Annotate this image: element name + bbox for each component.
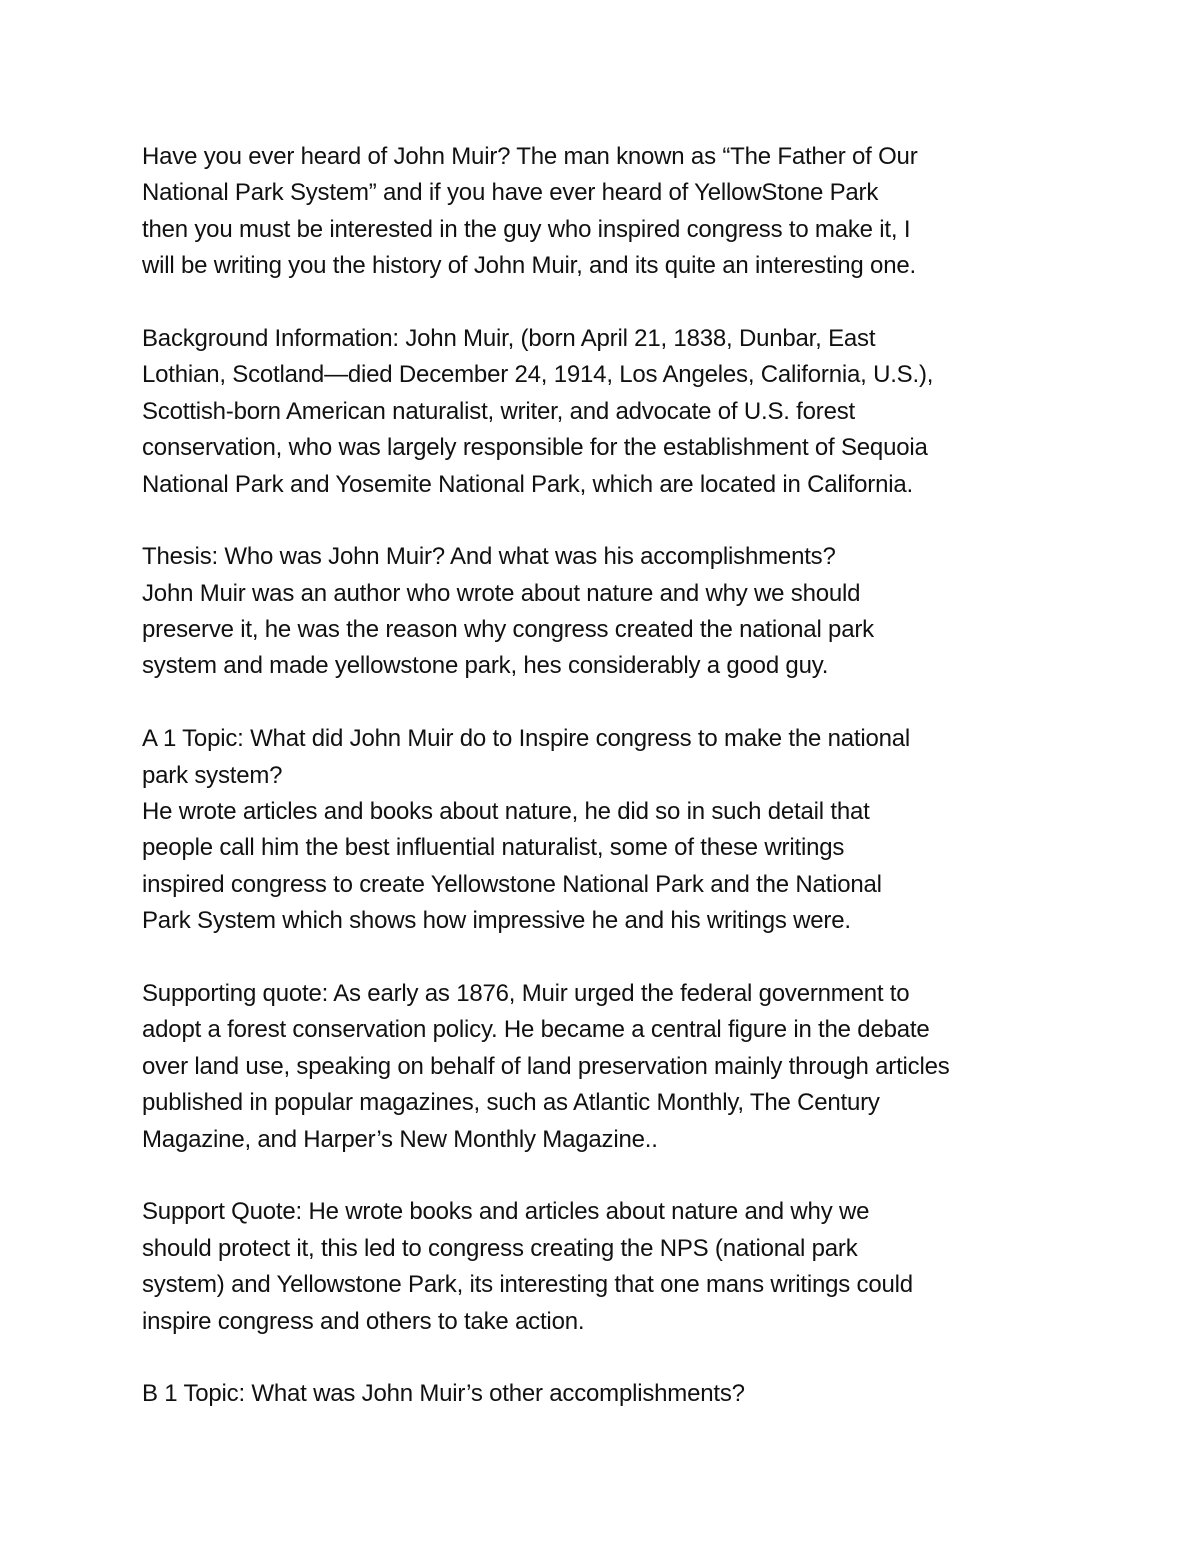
background-paragraph	[142, 321, 1072, 503]
text-line: people call him the best influential naturalist, some of these writings	[142, 834, 845, 862]
text-line: National Park System” and if you have ever heard of YellowStone Park	[142, 179, 879, 207]
text-line: will be writing you the history of John Muir, and its quite an interesting one.	[142, 252, 916, 280]
topic-a1-paragraph	[142, 721, 1072, 939]
text-line: Magazine, and Harper’s New Monthly Magazine..	[142, 1125, 658, 1153]
text-line: adopt a forest conservation policy. He became a central figure in the debate	[142, 1016, 930, 1044]
text-line: conservation, who was largely responsible for the establishment of Sequoia	[142, 434, 928, 462]
document-body	[142, 139, 1072, 1413]
text-line: inspired congress to create Yellowstone National Park and the National	[142, 870, 882, 898]
text-line: then you must be interested in the guy who inspired congress to make it, I	[142, 215, 911, 243]
thesis-paragraph	[142, 539, 1072, 685]
text-line: inspire congress and others to take action.	[142, 1307, 585, 1335]
text-line: Lothian, Scotland—died December 24, 1914, Los Angeles, California, U.S.),	[142, 361, 934, 389]
text-line: B 1 Topic: What was John Muir’s other accomplishments?	[142, 1380, 745, 1408]
text-line: He wrote articles and books about nature, he did so in such detail that	[142, 798, 870, 826]
text-line: should protect it, this led to congress creating the NPS (national park	[142, 1234, 858, 1262]
text-line: Supporting quote: As early as 1876, Muir urged the federal government to	[142, 979, 910, 1007]
text-line: Support Quote: He wrote books and articles about nature and why we	[142, 1198, 870, 1226]
text-line: John Muir was an author who wrote about nature and why we should	[142, 579, 861, 607]
text-line: Park System which shows how impressive he and his writings were.	[142, 907, 851, 935]
support-quote-paragraph	[142, 1194, 1072, 1340]
text-line: over land use, speaking on behalf of land preservation mainly through articles	[142, 1052, 950, 1080]
text-line: published in popular magazines, such as Atlantic Monthly, The Century	[142, 1089, 880, 1117]
supporting-quote-paragraph	[142, 976, 1072, 1158]
text-line: Scottish-born American naturalist, writer, and advocate of U.S. forest	[142, 397, 856, 425]
text-line: system and made yellowstone park, hes considerably a good guy.	[142, 652, 829, 680]
text-line: A 1 Topic: What did John Muir do to Inspire congress to make the national	[142, 725, 911, 753]
text-line: National Park and Yosemite National Park, which are located in California.	[142, 470, 913, 498]
text-line: system) and Yellowstone Park, its interesting that one mans writings could	[142, 1271, 913, 1299]
text-line: preserve it, he was the reason why congress created the national park	[142, 616, 874, 644]
text-line: park system?	[142, 761, 283, 789]
text-line: Have you ever heard of John Muir? The man known as “The Father of Our	[142, 143, 918, 170]
topic-b1-paragraph	[142, 1376, 1072, 1412]
text-line: Thesis: Who was John Muir? And what was his accomplishments?	[142, 543, 836, 571]
intro-paragraph	[142, 139, 1072, 285]
text-line: Background Information: John Muir, (born April 21, 1838, Dunbar, East	[142, 324, 876, 352]
